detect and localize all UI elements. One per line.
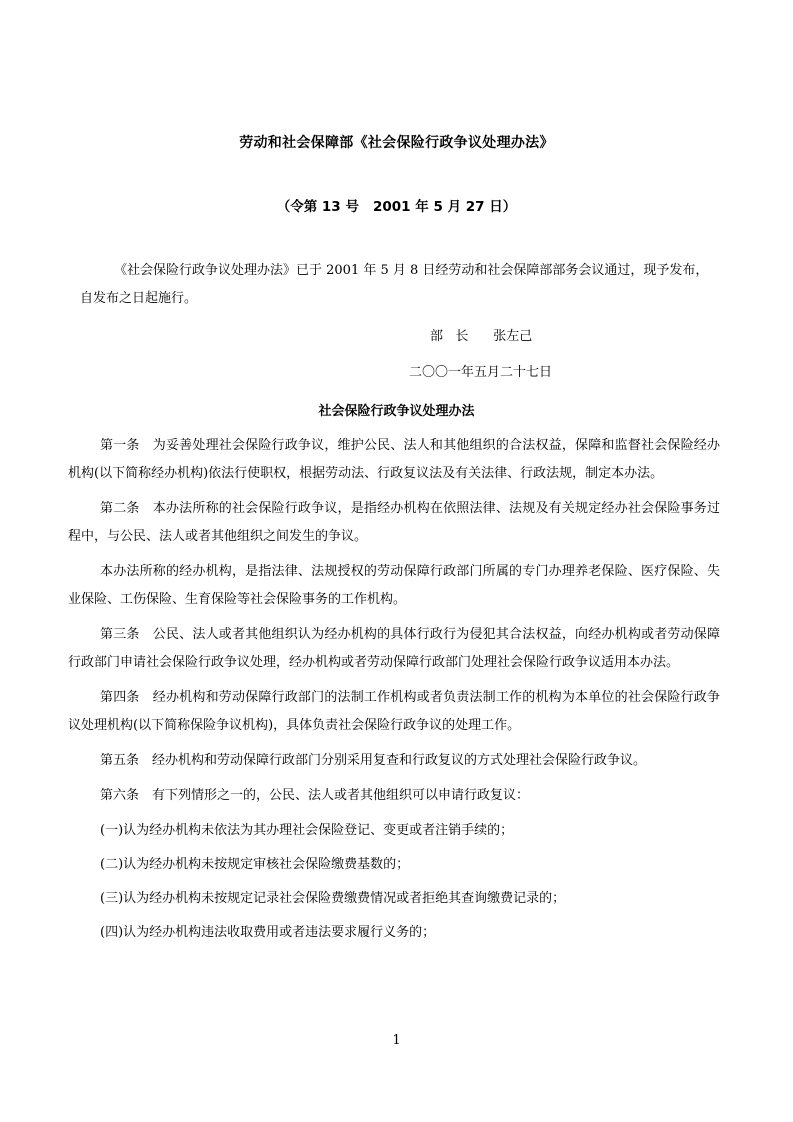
list-item: (二)认为经办机构未按规定审核社会保险缴费基数的； — [100, 857, 410, 872]
article-paragraph: 第四条 经办机构和劳动保障行政部门的法制工作机构或者负责法制工作的机构为本单位的社会保险行政争议处理机构(以下简称保险争议机构)，具体负责社会保险行政争议的处理工作。 — [68, 690, 720, 733]
list-item: (四)认为经办机构违法收取费用或者违法要求履行义务的； — [100, 925, 436, 940]
articles-section — [68, 432, 720, 953]
intro-paragraph — [80, 257, 720, 313]
article-paragraph: 第一条 为妥善处理社会保险行政争议，维护公民、法人和其他组织的合法权益，保障和监督社会保险经办机构(以下简称经办机构)依法行使职权，根据劳动法、行政复议法及有关法律、行政法规，制定本办法。 — [68, 438, 720, 481]
signer-line: 部 长 张左己 — [430, 329, 533, 344]
page-number: 1 — [392, 1033, 401, 1048]
list-item: (一)认为经办机构未依法为其办理社会保险登记、变更或者注销手续的； — [100, 823, 514, 838]
order-number-line: （令第 13 号 2001 年 5 月 27 日） — [276, 199, 517, 215]
article-paragraph: 第二条 本办法所称的社会保险行政争议，是指经办机构在依照法律、法规及有关规定经办社会保险事务过程中，与公民、法人或者其他组织之间发生的争议。 — [68, 501, 720, 544]
article-paragraph: 第五条 经办机构和劳动保障行政部门分别采用复查和行政复议的方式处理社会保险行政争议。 — [100, 753, 647, 768]
document-title: 劳动和社会保障部《社会保险行政争议处理办法》 — [239, 135, 554, 151]
regulation-subtitle: 社会保险行政争议处理办法 — [318, 404, 475, 419]
article-paragraph: 本办法所称的经办机构，是指法律、法规授权的劳动保障行政部门所属的专门办理养老保险、医疗保险、失业保险、工伤保险、生育保险等社会保险事务的工作机构。 — [68, 564, 720, 607]
article-paragraph: 第三条 公民、法人或者其他组织认为经办机构的具体行政行为侵犯其合法权益，向经办机构或者劳动保障行政部门申请社会保险行政争议处理，经办机构或者劳动保障行政部门处理社会保险行政争议适用本办法。 — [68, 627, 720, 670]
signing-date: 二〇〇一年五月二十七日 — [409, 365, 553, 380]
intro-line-1: 《社会保险行政争议处理办法》已于 2001 年 5 月 8 日经劳动和社会保障部部务会议通过，现予发布， — [114, 263, 709, 278]
article-paragraph: 第六条 有下列情形之一的，公民、法人或者其他组织可以申请行政复议： — [100, 788, 530, 803]
intro-line-2: 自发布之日起施行。 — [80, 291, 198, 306]
list-item: (三)认为经办机构未按规定记录社会保险费缴费情况或者拒绝其查询缴费记录的； — [100, 891, 566, 906]
